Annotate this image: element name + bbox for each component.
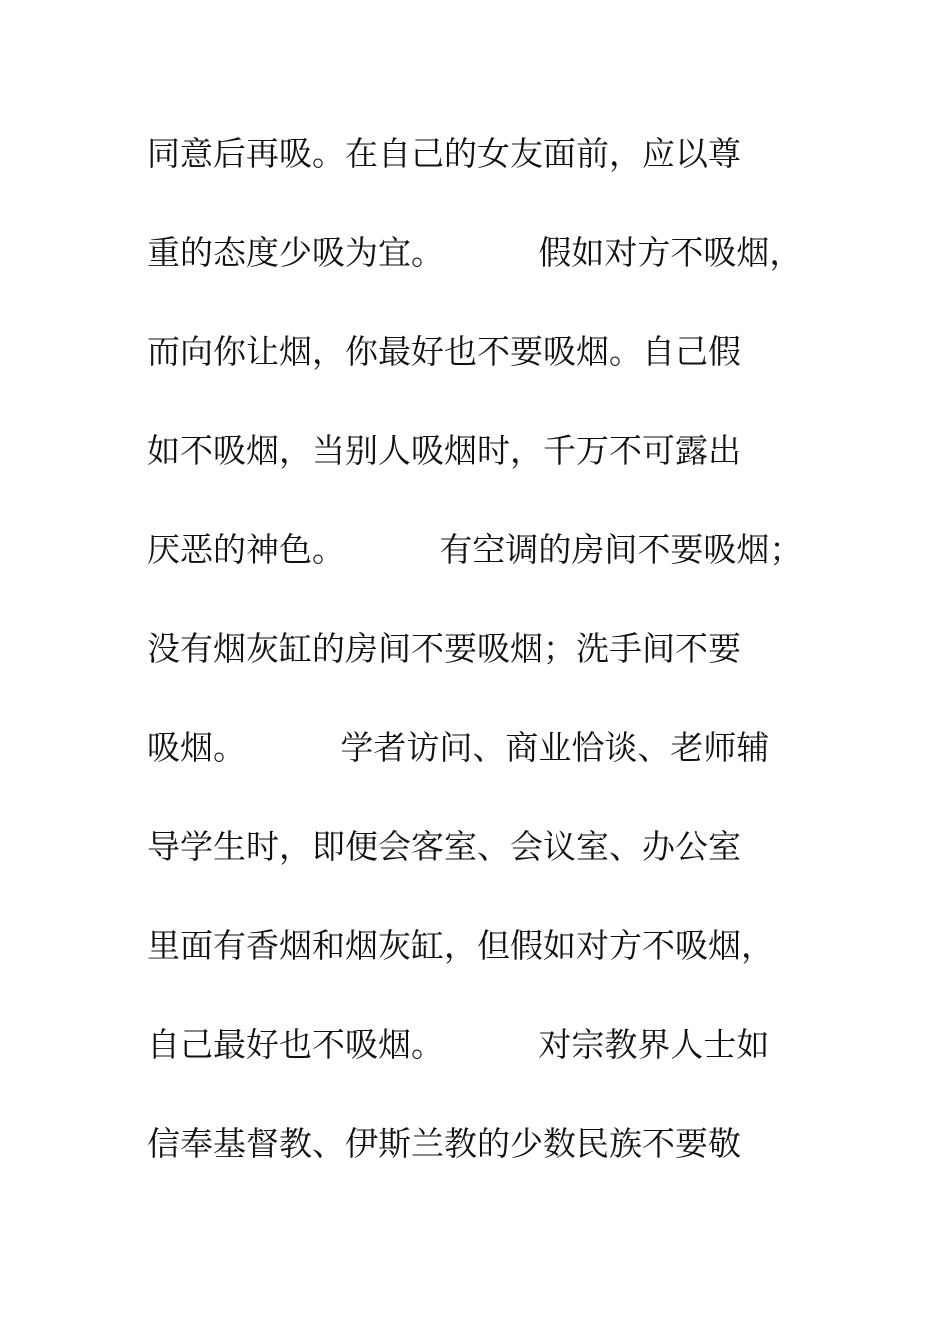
text-line-1: 同意后再吸。在自己的女友面前，应以尊 bbox=[147, 134, 741, 173]
text-line-10: 自己最好也不吸烟。 对宗教界人士如 bbox=[147, 1025, 770, 1064]
text-line-7: 吸烟。 学者访问、商业恰谈、老师辅 bbox=[147, 728, 770, 767]
text-line-11: 信奉基督教、伊斯兰教的少数民族不要敬 bbox=[147, 1124, 741, 1163]
text-line-6: 没有烟灰缸的房间不要吸烟；洗手间不要 bbox=[147, 629, 741, 668]
text-line-4: 如不吸烟，当别人吸烟时，千万不可露出 bbox=[147, 431, 741, 470]
text-line-3: 而向你让烟，你最好也不要吸烟。自己假 bbox=[147, 332, 741, 371]
text-line-5: 厌恶的神色。 有空调的房间不要吸烟； bbox=[147, 530, 803, 569]
text-line-8: 导学生时，即便会客室、会议室、办公室 bbox=[147, 827, 741, 866]
document-body bbox=[147, 128, 847, 1217]
text-line-2: 重的态度少吸为宜。 假如对方不吸烟， bbox=[147, 233, 803, 272]
text-line-9: 里面有香烟和烟灰缸，但假如对方不吸烟， bbox=[147, 926, 774, 965]
